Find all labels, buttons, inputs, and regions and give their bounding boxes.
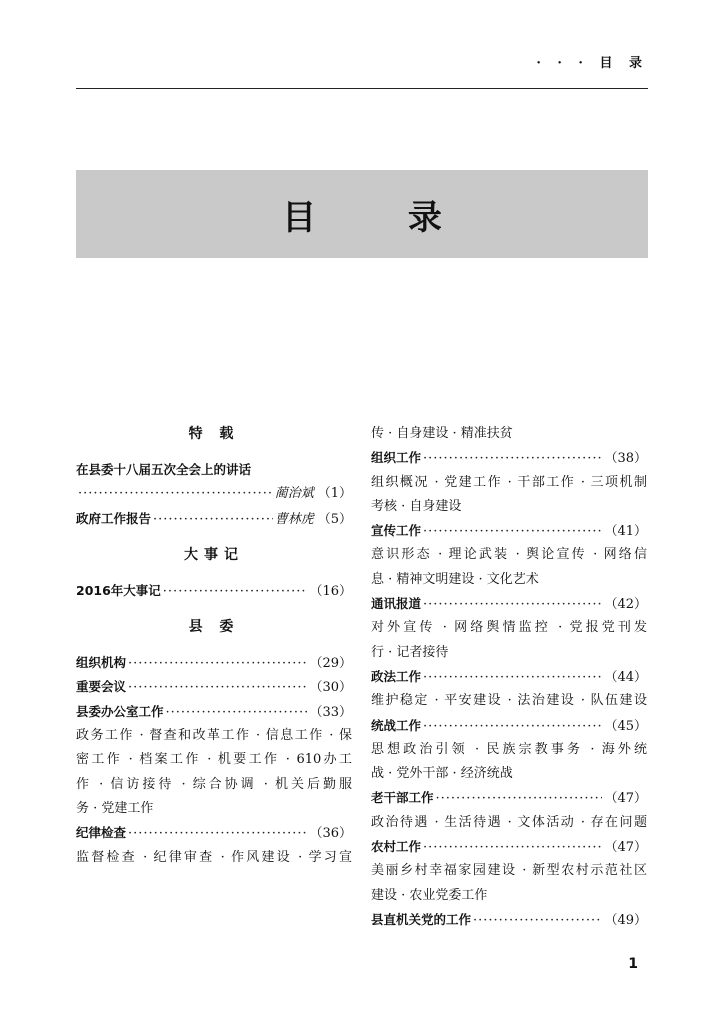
toc-subtopics: 美丽乡村幸福家园建设 · 新型农村示范社区: [371, 863, 647, 879]
leader-dots: [128, 822, 307, 846]
toc-entry-title: 宣传工作: [371, 523, 422, 539]
toc-entry[interactable]: [371, 519, 647, 543]
leader-dots: [163, 580, 308, 604]
toc-entry[interactable]: [76, 579, 352, 603]
leader-dots: [423, 715, 602, 739]
toc-left-column: [76, 422, 352, 870]
page-title: 目 录: [282, 197, 482, 238]
toc-entry[interactable]: [76, 675, 352, 699]
toc-entry-title: 组织工作: [371, 450, 422, 466]
toc-subtopics: 传 · 自身建设 · 精准扶贫: [371, 426, 513, 441]
leader-dots: [473, 909, 602, 933]
leader-dots: [128, 652, 307, 676]
toc-entry[interactable]: [371, 446, 647, 470]
leader-dots: [128, 676, 307, 700]
leader-dots: [166, 701, 308, 725]
toc-entry-page: （44）: [604, 669, 647, 685]
toc-entry[interactable]: [371, 592, 647, 616]
toc-entry[interactable]: [371, 714, 647, 738]
toc-entry-page: （1）: [317, 486, 352, 502]
toc-subtopics: 政治待遇 · 生活待遇 · 文体活动 · 存在问题: [371, 814, 647, 830]
toc-entry-title: 政府工作报告: [76, 510, 152, 526]
toc-entry-title: 通讯报道: [371, 596, 422, 612]
toc-subtopics: 密工作 · 档案工作 · 机要工作 · 610办工: [76, 752, 352, 768]
toc-entry[interactable]: [371, 835, 647, 859]
toc-entry[interactable]: [76, 482, 352, 506]
toc-entry-page: （41）: [604, 524, 647, 540]
toc-entry[interactable]: [371, 908, 647, 932]
toc-entry-title: 组织机构: [76, 655, 127, 671]
toc-subtopics: 考核 · 自身建设: [371, 498, 462, 514]
leader-dots: [423, 666, 602, 690]
section-heading-special: 特 载: [188, 426, 240, 442]
toc-entry-page: （5）: [317, 511, 352, 527]
toc-subtopics: 务 · 党建工作: [76, 800, 154, 816]
toc-entry-title: 2016年大事记: [76, 582, 161, 598]
toc-right-column: [371, 422, 647, 932]
header-rule: [76, 88, 648, 89]
toc-entry-title: 老干部工作: [371, 790, 434, 806]
section-heading-county-committee: 县 委: [188, 619, 240, 636]
toc-entry[interactable]: [371, 786, 647, 810]
section-heading-events: 大事记: [184, 546, 244, 563]
leader-dots: [423, 447, 602, 471]
toc-entry-title: 县委办公室工作: [76, 703, 164, 719]
toc-entry-page: （30）: [309, 680, 352, 696]
toc-entry-page: （45）: [604, 718, 647, 734]
toc-entry-page: （36）: [309, 826, 352, 842]
toc-entry-title: 纪律检查: [76, 825, 127, 841]
toc-entry-title: 县直机关党的工作: [371, 911, 472, 927]
leader-dots: [423, 520, 602, 544]
toc-entry-author: 曹林虎: [274, 511, 314, 527]
toc-subtopics: 战 · 党外干部 · 经济统战: [371, 766, 513, 782]
toc-entry-page: （42）: [604, 597, 647, 613]
toc-subtopics: 思想政治引领 · 民族宗教事务 · 海外统: [371, 741, 647, 757]
toc-entry-title: 政法工作: [371, 668, 422, 684]
toc-subtopics: 作 · 信访接待 · 综合协调 · 机关后勤服: [76, 776, 352, 792]
toc-subtopics: 建设 · 农业党委工作: [371, 887, 488, 903]
toc-entry-page: （33）: [309, 704, 352, 720]
toc-entry[interactable]: [76, 651, 352, 675]
title-banner: [76, 170, 648, 258]
toc-subtopics: 行 · 记者接待: [371, 644, 449, 660]
toc-subtopics: 息 · 精神文明建设 · 文化艺术: [371, 571, 539, 587]
toc-entry[interactable]: [76, 821, 352, 845]
toc-entry-page: （16）: [309, 583, 352, 599]
toc-subtopics: 政务工作 · 督查和改革工作 · 信息工作 · 保: [76, 728, 352, 744]
leader-dots: [153, 508, 273, 532]
leader-dots: [423, 593, 602, 617]
toc-entry-title: 农村工作: [371, 839, 422, 855]
leader-dots: [436, 787, 603, 811]
toc-subtopics: 对外宣传 · 网络舆情监控 · 党报党刊发: [371, 620, 647, 636]
toc-subtopics: 维护稳定 · 平安建设 · 法治建设 · 队伍建设: [371, 693, 647, 709]
toc-entry-page: （49）: [604, 912, 647, 928]
leader-dots: [78, 482, 273, 506]
toc-entry-page: （47）: [604, 840, 647, 856]
toc-entry-title: 统战工作: [371, 717, 422, 733]
toc-entry[interactable]: [76, 700, 352, 724]
toc-entry-title: 重要会议: [76, 679, 127, 695]
toc-entry-page: （47）: [604, 791, 647, 807]
toc-subtopics: 意识形态 · 理论武装 · 舆论宣传 · 网络信: [371, 547, 647, 563]
toc-entry-page: （29）: [309, 656, 352, 672]
toc-entry-title[interactable]: 在县委十八届五次全会上的讲话: [76, 462, 252, 477]
page-number: 1: [628, 956, 638, 972]
toc-entry-author: 蔺治斌: [274, 486, 314, 502]
toc-entry[interactable]: [371, 665, 647, 689]
toc-subtopics: 监督检查 · 纪律审查 · 作风建设 · 学习宣: [76, 849, 352, 865]
leader-dots: [423, 836, 602, 860]
toc-entry-page: （38）: [604, 451, 647, 467]
toc-entry[interactable]: [76, 507, 352, 531]
running-header: · · · 目 录: [536, 56, 648, 71]
toc-subtopics: 组织概况 · 党建工作 · 干部工作 · 三项机制: [371, 474, 647, 490]
